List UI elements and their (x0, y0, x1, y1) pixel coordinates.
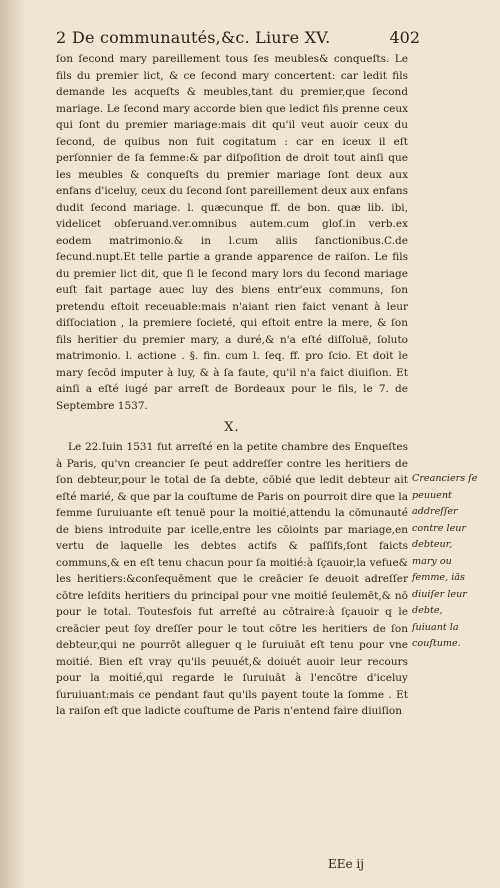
main-text (56, 51, 408, 720)
paragraph-1: ſon ſecond mary pareillement tous ſes meubles& conqueſts. Le fils du premier lict, & ce ſecond mary concertent: car ledit fils demande les acqueſts & meubles,tant du premier,que ſecond mariage. Le ſecond mary accorde bien que ledict fils prenne ceux qui ſont du premier mariage:mais dit qu'il veut auoir ceux du ſecond, de quibus non fuit cogitatum : car en iceux il eſt perſonnier de ſa femme:& par diſpoſition de droit tout ainſi que les meubles & conqueſts du premier mariage ſont deux aux enfans d'iceluy, ceux du ſecond ſont pareillement deux aux enfans dudit ſecond mariage. l. quæcunque ff. de bon. quæ lib. ibi, videlicet obſeruand.ver.omnibus autem.cum gloſ.in verb.ex eodem matrimonio.& in l.cum aliis ſanctionibus.C.de ſecund.nupt.Et telle partie a grande apparence de raiſon. Le fils du premier lict dit, que ſi le ſecond mary lors du ſecond mariage euſt fait partage auec luy des biens entr'eux communs, ſon pretendu eſtoit receuable:mais n'aiant rien faict venant à leur diſſociation , la premiere ſocieté, qui eſtoit entre la mere, & ſon fils heritier du premier mary, a duré,& n'a eſté diſſoluë, ſoluto matrimonio. l. actione . §. fin. cum l. ſeq. ff. pro ſcio. Et doit le mary ſecōd imputer à luy, & à ſa faute, qu'il n'a faict diuiſion. Et ainſi a eſté iugé par arreſt de Bordeaux pour le fils, le 7. de Septembre 1537. (56, 53, 408, 412)
section-heading: X. (224, 420, 240, 435)
margin-note: Creanciers ſe peuuent addreſſer contre leur debteur, mary ou femme, iās diuiſer leur debte, ſuiuant la couſtume. (412, 473, 478, 649)
header-signature: 2 (56, 28, 67, 47)
running-header (56, 26, 420, 50)
header-title: De communautés,&c. Liure XV. (72, 28, 331, 47)
gutter-shadow (0, 0, 26, 888)
paragraph-2: Le 22.Iuin 1531 fut arreſté en la petite chambre des Enqueſtes à Paris, qu'vn creancier ſe peut addreſſer contre les heritiers de ſon debteur,pour le total de ſa debte, cōbié que ledit debteur ait eſté marié, & que par la couſtume de Paris on pourroit dire que la femme ſuruiuante eſt tenuë pour la moitié,attendu la cōmunauté de biens introduite par icelle,entre les cōioints par mariage,en vertu de laquelle les debtes actifs & paſſifs,ſont faicts communs,& en eſt tenu chacun pour ſa moitié:à ſçauoir,la vefue& les heritiers:&conſequēment que le creācier ſe deuoit adreſſer cōtre leſdits heritiers du principal pour vne moitié ſeulemēt,& nō pour le total. Toutesfois fut arreſté au cōtraire:à ſçauoir q le creācier peut ſoy dreſſer pour le tout cōtre les heritiers de ſon debteur,qui ne pourrōt alleguer q le ſuruiuāt eſt tenu pour vne moitié. Bien eſt vray qu'ils peuuét,& doiuét auoir leur recours pour la moitié,qui regarde le ſuruiuāt à l'encōtre d'iceluy ſuruiuant:mais ce pendant faut qu'ils payent toute la ſomme . Et la raiſon eſt que ladicte couſtume de Paris n'entend faire diuiſion (56, 441, 408, 717)
folio-number: 402 (389, 28, 420, 47)
catchword: EEe ij (328, 857, 364, 871)
